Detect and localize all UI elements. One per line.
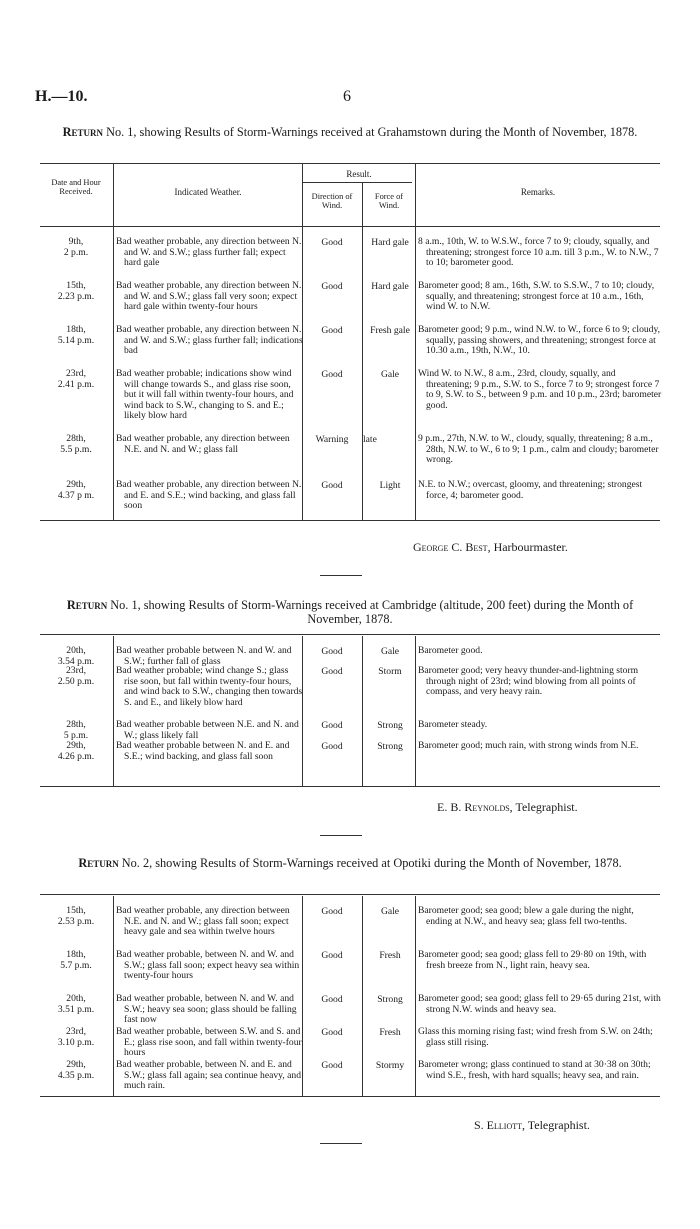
- row-weather: Bad weather probable between N. and E. and S.E.; wind backing, and glass fall soon: [116, 740, 290, 762]
- row-hour: 4.37 p m.: [57, 489, 95, 501]
- row-force: Hard gale: [371, 237, 409, 248]
- row-weather: Bad weather probable between N. and W. and S.W.; further fall of glass: [116, 645, 292, 667]
- separator-rule: [320, 1143, 362, 1144]
- row-date: 18th,: [66, 324, 86, 335]
- signature-name: S. Elliott: [474, 1118, 522, 1132]
- row-date: 29th,: [66, 740, 86, 751]
- row-hour: 2.50 p.m.: [57, 675, 95, 687]
- row-date: 20th,: [66, 645, 86, 656]
- row-hour: 4.35 p.m.: [57, 1069, 95, 1081]
- row-date: 15th,: [66, 905, 86, 916]
- section2-title: [40, 598, 660, 626]
- row-hour: 2.23 p.m.: [57, 290, 95, 302]
- row-remarks: Barometer good; much rain, with strong winds from N.E.: [418, 740, 639, 751]
- row-direction: Good: [321, 325, 343, 336]
- signature-title: , Harbourmaster.: [487, 540, 568, 554]
- section1-col-result: Result.: [346, 169, 372, 179]
- table-row: [40, 237, 660, 281]
- signature-title: , Telegraphist.: [509, 800, 578, 814]
- row-remarks: Barometer good; sea good; blew a gale during the night, ending at N.W., and heavy sea; glass fell two-tenths.: [418, 905, 634, 927]
- row-hour: 3.10 p.m.: [57, 1036, 95, 1048]
- row-weather: Bad weather probable, between N. and W. and S.W.; heavy sea soon; glass should be falling fast now: [116, 993, 297, 1026]
- row-direction: Good: [321, 1027, 343, 1038]
- row-remarks: Barometer wrong; glass continued to stand at 30·38 on 30th; wind S.E., fresh, with hard squalls; heavy sea, and rain.: [418, 1059, 651, 1081]
- table-row: [40, 741, 660, 777]
- section1-header-bottom-rule: [40, 226, 660, 227]
- row-remarks: Wind W. to N.W., 8 a.m., 23rd, cloudy, squally, and threatening; 9 p.m., S.W. to S., force 7 to 9; strongest force 7 to 9, S.W. to S., between 9 p.m. and 10 p.m., 23rd; barometer good.: [418, 368, 662, 411]
- row-hour: 5.7 p.m.: [60, 959, 92, 971]
- row-force: Strong: [377, 720, 403, 731]
- row-remarks: Barometer good.: [418, 645, 483, 656]
- row-weather: Bad weather probable, any direction between N. and E. and S.E.; wind backing, and glass fall soon: [116, 479, 302, 512]
- section1-col-remarks: Remarks.: [520, 187, 556, 197]
- section1-col-force: Force of Wind.: [374, 192, 404, 211]
- table-row: [40, 325, 660, 369]
- section1-result-rule: [302, 182, 412, 183]
- section2-top-rule: [40, 634, 660, 635]
- table-row: [40, 720, 660, 741]
- row-force: Strong: [377, 741, 403, 752]
- row-remarks: Barometer good; 8 am., 16th, S.W. to S.S.W., 7 to 10; cloudy, squally, and threatening; strongest force at 10 a.m., 16th, wind W. to N.W.: [418, 280, 655, 313]
- table-row: [40, 646, 660, 666]
- row-date: 28th,: [66, 719, 86, 730]
- row-weather: Bad weather probable, between N. and W. and S.W.; glass fall soon; expect heavy sea within twenty-four hours: [116, 949, 300, 982]
- table-row: [40, 281, 660, 325]
- row-force: Stormy: [375, 1060, 405, 1071]
- row-hour: 2 p.m.: [63, 246, 89, 258]
- signature-name: E. B. Reynolds: [437, 800, 510, 814]
- section1-bottom-rule: [40, 520, 660, 521]
- table-row: [40, 950, 660, 994]
- row-direction: Good: [321, 906, 343, 917]
- section1-title-lead: Return: [62, 125, 103, 139]
- section1-col-weather: Indicated Weather.: [174, 187, 242, 197]
- row-date: 20th,: [66, 993, 86, 1004]
- row-direction: Good: [321, 480, 343, 491]
- row-weather: Bad weather probable, any direction between N. and W. and S.W.; glass further fall; indications bad: [116, 324, 303, 357]
- row-force: late: [363, 434, 377, 445]
- row-weather: Bad weather probable; indications show wind will change towards S., and glass rise soon, but it will fall within twenty-four hours, and wind back to S.W., changing to S. and E.; likely blow hard: [116, 368, 294, 422]
- section3-table: [40, 906, 660, 1096]
- row-direction: Warning: [315, 434, 349, 445]
- row-weather: Bad weather probable, any direction between N.E. and N. and W.; glass fall: [116, 433, 290, 455]
- table-row: [40, 1060, 660, 1096]
- row-weather: Bad weather probable, any direction between N. and W. and S.W.; glass further fall; expect hard gale: [116, 236, 302, 269]
- row-hour: 5 p.m.: [63, 729, 89, 741]
- table-row: [40, 666, 660, 720]
- row-date: 29th,: [66, 479, 86, 490]
- row-remarks: 9 p.m., 27th, N.W. to W., cloudy, squally, threatening; 8 a.m., 28th, N.W. to W., 6 to 9; 1 p.m., calm and cloudy; barometer wrong.: [418, 433, 659, 466]
- row-date: 23rd,: [66, 1026, 86, 1037]
- document-reference: H.—10.: [35, 88, 88, 105]
- row-force: Strong: [377, 994, 403, 1005]
- section3-signature: [474, 1118, 590, 1133]
- row-hour: 3.51 p.m.: [57, 1003, 95, 1015]
- row-force: Storm: [378, 666, 402, 677]
- row-remarks: Barometer good; sea good; glass fell to 29·80 on 19th, with fresh breeze from N., light rain, heavy sea.: [418, 949, 647, 971]
- table-row: [40, 369, 660, 434]
- section1-signature: [413, 540, 568, 555]
- row-remarks: Barometer good; very heavy thunder-and-lightning storm through night of 23rd; wind blowing from all points of compass, and very heavy rain.: [418, 665, 639, 698]
- row-weather: Bad weather probable between N.E. and N. and W.; glass likely fall: [116, 719, 299, 741]
- row-direction: Good: [321, 237, 343, 248]
- section1-title: [40, 125, 660, 139]
- row-hour: 3.54 p.m.: [57, 655, 95, 667]
- row-remarks: 8 a.m., 10th, W. to W.S.W., force 7 to 9; cloudy, squally, and threatening; strongest force 10 a.m. till 3 p.m., W. to N.W., 7 to 10; barometer good.: [418, 236, 659, 269]
- row-date: 28th,: [66, 433, 86, 444]
- row-direction: Good: [321, 281, 343, 292]
- section3-title-text: No. 2, showing Results of Storm-Warnings received at Opotiki during the Month of November, 1878.: [118, 856, 622, 870]
- row-direction: Good: [321, 1060, 343, 1071]
- section2-table: [40, 646, 660, 777]
- section2-title-lead: Return: [66, 598, 108, 612]
- table-row: [40, 906, 660, 950]
- separator-rule: [320, 835, 362, 836]
- row-hour: 4.26 p.m.: [57, 750, 95, 762]
- separator-rule: [320, 575, 362, 576]
- section3-top-rule: [40, 894, 660, 895]
- row-weather: Bad weather probable, any direction between N. and W. and S.W.; glass fall very soon; expect hard gale within twenty-four hours: [116, 280, 302, 313]
- row-remarks: N.E. to N.W.; overcast, gloomy, and threatening; strongest force, 4; barometer good.: [418, 479, 643, 501]
- table-row: [40, 434, 660, 480]
- row-hour: 2.41 p.m.: [57, 378, 95, 390]
- row-direction: Good: [321, 720, 343, 731]
- section1-title-text: No. 1, showing Results of Storm-Warnings received at Grahamstown during the Month of November, 1878.: [103, 125, 638, 139]
- section2-signature: [437, 800, 578, 815]
- row-date: 18th,: [66, 949, 86, 960]
- row-force: Hard gale: [371, 281, 409, 292]
- row-weather: Bad weather probable; wind change S.; glass rise soon, but fall within twenty-four hours, and wind back to S.W., changing then towards S. and E., and likely blow hard: [116, 665, 303, 708]
- row-remarks: Glass this morning rising fast; wind fresh from S.W. on 24th; glass still rising.: [418, 1026, 653, 1048]
- row-weather: Bad weather probable, between S.W. and S. and E.; glass rise soon, and fall within twenty-four hours: [116, 1026, 302, 1059]
- row-direction: Good: [321, 994, 343, 1005]
- page-number: 6: [343, 88, 351, 105]
- row-force: Gale: [380, 906, 400, 917]
- section2-bottom-rule: [40, 786, 660, 787]
- row-direction: Good: [321, 741, 343, 752]
- signature-title: , Telegraphist.: [522, 1118, 590, 1132]
- row-force: Light: [379, 480, 401, 491]
- section1-table: [40, 237, 660, 520]
- row-force: Gale: [380, 369, 400, 380]
- row-hour: 5.5 p.m.: [60, 443, 92, 455]
- table-row: [40, 480, 660, 520]
- row-date: 23rd,: [66, 368, 86, 379]
- row-force: Gale: [380, 646, 400, 657]
- row-date: 29th,: [66, 1059, 86, 1070]
- row-date: 23rd,: [66, 665, 86, 676]
- row-direction: Good: [321, 646, 343, 657]
- row-force: Fresh: [379, 1027, 401, 1038]
- row-remarks: Barometer good; sea good; glass fell to 29·65 during 21st, with strong N.W. winds and heavy sea.: [418, 993, 661, 1015]
- row-weather: Bad weather probable, between N. and E. and S.W.; glass fall again; sea continue heavy, and much rain.: [116, 1059, 301, 1092]
- section3-title: [40, 856, 660, 870]
- row-hour: 5.14 p.m.: [57, 334, 95, 346]
- row-remarks: Barometer good; 9 p.m., wind N.W. to W., force 6 to 9; cloudy, squally, passing showers, and threatening; strongest force at 10.30 a.m., 19th, N.W., 10.: [418, 324, 661, 357]
- section1-top-rule: [40, 163, 660, 164]
- row-remarks: Barometer steady.: [418, 719, 488, 730]
- signature-name: George C. Best: [413, 540, 488, 554]
- row-force: Fresh gale: [370, 325, 410, 336]
- row-direction: Good: [321, 950, 343, 961]
- table-row: [40, 1027, 660, 1060]
- section1-col-direction: Direction of Wind.: [311, 192, 353, 211]
- section3-bottom-rule: [40, 1096, 660, 1097]
- row-direction: Good: [321, 369, 343, 380]
- row-date: 9th,: [68, 236, 84, 247]
- row-direction: Good: [321, 666, 343, 677]
- row-hour: 2.53 p.m.: [57, 915, 95, 927]
- section3-title-lead: Return: [78, 856, 119, 870]
- row-force: Fresh: [379, 950, 401, 961]
- row-date: 15th,: [66, 280, 86, 291]
- row-weather: Bad weather probable, any direction between N.E. and N. and W.; glass fall soon; expect heavy gale and sea within twelve hours: [116, 905, 290, 938]
- table-row: [40, 994, 660, 1027]
- section2-title-text: No. 1, showing Results of Storm-Warnings received at Cambridge (altitude, 200 feet) during the Month of November, 1878.: [107, 598, 634, 626]
- section1-col-date: Date and Hour Received.: [51, 178, 101, 197]
